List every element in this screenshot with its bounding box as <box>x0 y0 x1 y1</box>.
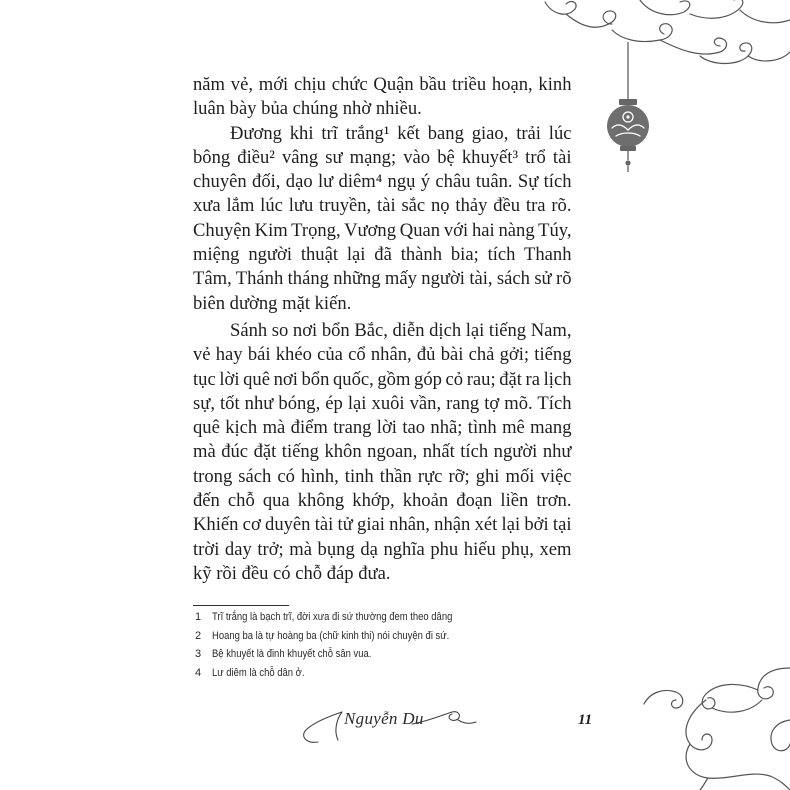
footnote-text: Trĩ trắng là bạch trĩ, đời xưa đi sứ thường đem theo dâng <box>212 611 453 623</box>
footnote <box>195 664 525 683</box>
paragraph <box>193 319 572 586</box>
body-line: Tâm, Thánh tháng những mấy người tài, sách sử rõ <box>193 268 572 290</box>
body-line: trời day trở; mà bụng dạ nghĩa phu hiếu phụ, xem <box>193 538 572 560</box>
body-line: trong sách có hình, tinh thần rực rỡ; ghi mối việc <box>193 465 572 487</box>
body-line: tục lời quê nơi bổn quốc, gồm góp cỏ rau; đặt ra lịch <box>193 368 572 390</box>
footnote-number: 4 <box>195 667 202 680</box>
body-line: chuyên đối, dạo lư diêm⁴ ngụ ý châu tuân. Sự tích <box>193 171 572 193</box>
body-line: kỹ rồi đều có chỗ đáp đưa. <box>193 562 391 584</box>
body-line: quê kịch mà điểm trang lời tao nhã; tình mê mang <box>193 417 572 439</box>
footnote-text: Bệ khuyết là đinh khuyết chỗ sân vua. <box>212 648 372 661</box>
footnote-number: 1 <box>195 611 202 623</box>
author-signature: Nguyễn Du <box>344 709 424 728</box>
bottom-corner-cloud-ornament <box>644 668 790 790</box>
body-line: miệng người thuật lại đã thành bia; tích Thanh <box>193 244 572 266</box>
paragraph <box>193 122 572 316</box>
body-line: năm vẻ, mới chịu chức Quận bầu triều hoạn, kinh <box>193 74 572 95</box>
footnote-number: 3 <box>195 648 202 661</box>
paragraph <box>193 73 572 122</box>
footnote-number: 2 <box>195 629 202 642</box>
body-text <box>193 73 572 586</box>
page-number: 11 <box>578 712 593 728</box>
body-line: xưa lắm lúc lưu truyền, tài sắc nọ thảy đều tra rõ. <box>193 195 572 217</box>
footnotes <box>195 608 525 683</box>
body-line: luân bày bủa chúng nhờ nhiều. <box>193 98 422 120</box>
footnote <box>195 627 525 646</box>
footnote-text: Hoang ba là tự hoàng ba (chữ kinh thi) nói chuyện đi sứ. <box>212 629 450 642</box>
lantern-icon <box>607 42 649 172</box>
top-corner-cloud-ornament <box>545 0 790 63</box>
footnote <box>195 645 525 664</box>
body-line: Sánh so nơi bổn Bắc, diễn dịch lại tiếng Nam, <box>230 319 572 341</box>
body-line: vẻ hay bái khéo của cổ nhân, đủ bài chả gởi; tiếng <box>193 344 572 366</box>
body-line: Chuyện Kim Trọng, Vương Quan với hai nàng Túy, <box>193 219 572 241</box>
body-line: sự, tốt như bóng, ép lại xuôi vần, rang tợ mõ. Tích <box>193 392 572 414</box>
footnote-divider <box>193 605 289 606</box>
body-line: mà đúc đặt tiếng khôn ngoan, nhất tích người như <box>193 441 572 463</box>
footnote-text: Lư diêm là chỗ dân ở. <box>212 667 305 680</box>
body-line: Khiến cơ duyên tài tử giai nhân, nhận xét lại bởi tại <box>193 514 572 536</box>
body-line: bông điều² vâng sư mạng; vào bệ khuyết³ trổ tài <box>193 146 572 168</box>
body-line: biên dường mặt kiến. <box>193 292 352 314</box>
body-line: đến chỗ qua không khớp, khoản đoạn liền trơn. <box>193 490 572 512</box>
footnote <box>195 608 525 627</box>
body-line: Đương khi trĩ trắng¹ kết bang giao, trải lúc <box>230 122 572 144</box>
